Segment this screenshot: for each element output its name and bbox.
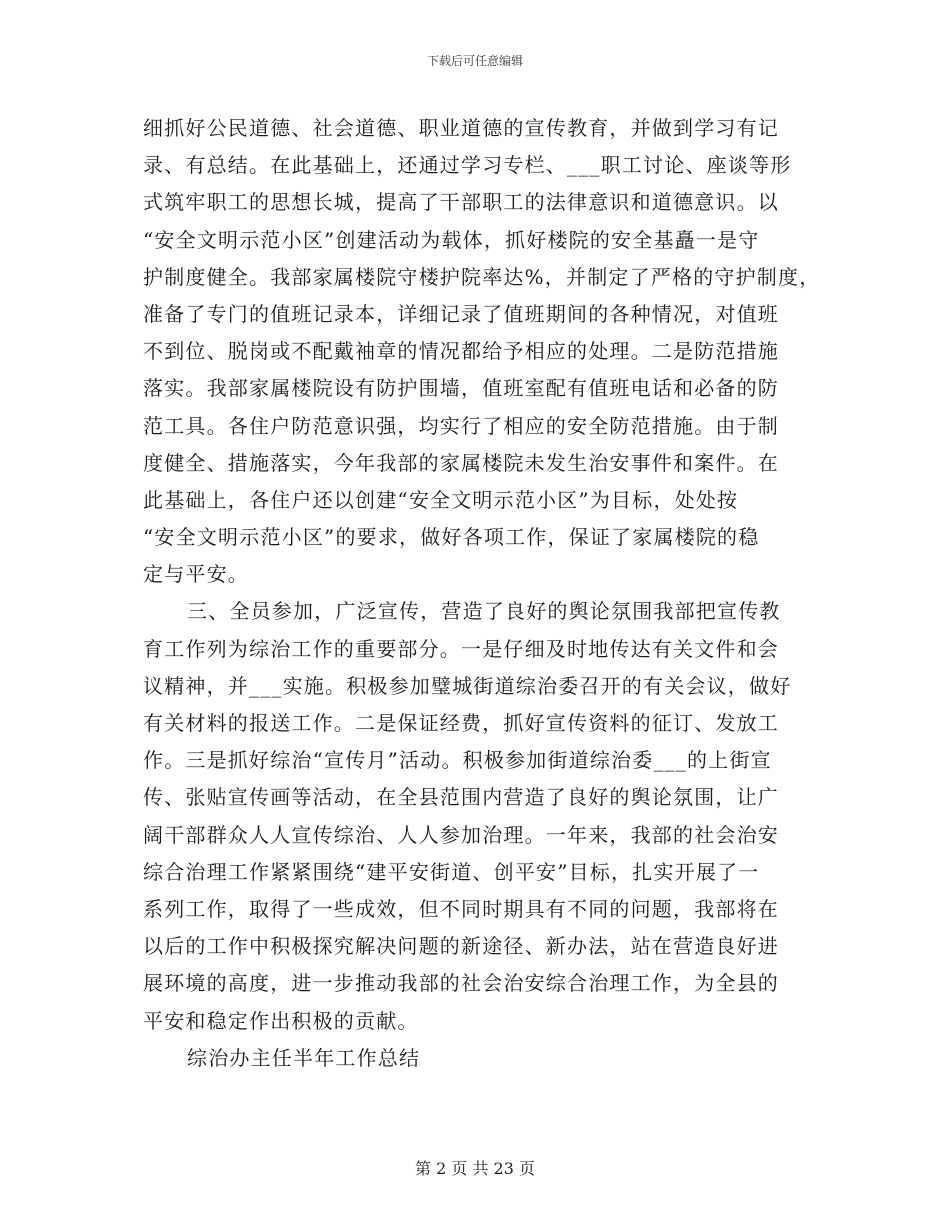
text-line: 三、全员参加，广泛宣传，营造了良好的舆论氛围我部把宣传教 <box>187 599 781 624</box>
text-line: 定与平安。 <box>143 562 249 587</box>
text-line: 落实。我部家属楼院设有防护围墙，值班室配有值班电话和必备的防 <box>143 376 779 401</box>
page-header-note: 下载后可任意编辑 <box>426 54 523 68</box>
text-line: 展环境的高度，进一步推动我部的社会治安综合治理工作，为全县的 <box>143 971 779 996</box>
text-line: 育工作列为综治工作的重要部分。一是仔细及时地传达有关文件和会 <box>143 636 779 661</box>
text-line: “安全文明示范小区”的要求，做好各项工作，保证了家属楼院的稳 <box>143 525 760 550</box>
text-line: 度健全、措施落实，今年我部的家属楼院未发生治安事件和案件。在 <box>143 450 779 475</box>
text-line: 系列工作，取得了一些成效，但不同时期具有不同的问题，我部将在 <box>143 896 779 921</box>
text-line: 平安和稳定作出积极的贡献。 <box>143 1008 419 1033</box>
text-line: 细抓好公民道德、社会道德、职业道德的宣传教育，并做到学习有记 <box>143 116 779 140</box>
paragraph <box>143 110 821 593</box>
text-line: 以后的工作中积极探究解决问题的新途径、新办法，站在营造良好进 <box>143 934 779 959</box>
text-line: 范工具。各住户防范意识强，均实行了相应的安全防范措施。由于制 <box>143 413 779 438</box>
paragraph <box>143 593 815 1039</box>
text-line: “安全文明示范小区”创建活动为载体，抓好楼院的安全基矗一是守 <box>143 227 760 252</box>
text-line: 护制度健全。我部家属楼院守楼护院率达%，并制定了严格的守护制度， <box>143 264 821 289</box>
text-line: 不到位、脱岗或不配戴袖章的情况都给予相应的处理。二是防范措施 <box>143 339 779 364</box>
text-line: 式筑牢职工的思想长城，提高了干部职工的法律意识和道德意识。以 <box>143 190 779 215</box>
section-title: 综治办主任半年工作总结 <box>187 1045 421 1070</box>
text-line: 此基础上，各住户还以创建“安全文明示范小区”为目标，处处按 <box>143 487 739 512</box>
text-line: 准备了专门的值班记录本，详细记录了值班期间的各种情况，对值班 <box>143 301 779 326</box>
text-line: 综合治理工作紧紧围绕“建平安街道、创平安”目标，扎实开展了一 <box>143 859 760 884</box>
text-line: 作。三是抓好综治“宣传月”活动。积极参加街道综治委___的上街宣 <box>143 748 772 773</box>
text-line: 录、有总结。在此基础上，还通过学习专栏、___职工讨论、座谈等形 <box>143 153 792 178</box>
page-number: 第 2 页 共 23 页 <box>415 1159 535 1178</box>
document-body <box>143 110 821 1077</box>
paragraph <box>143 1040 815 1077</box>
text-line: 阔干部群众人人宣传综治、人人参加治理。一年来，我部的社会治安 <box>143 822 779 847</box>
text-line: 传、张贴宣传画等活动，在全县范围内营造了良好的舆论氛围，让广 <box>143 785 779 810</box>
text-line: 议精神，并___实施。积极参加璧城街道综治委召开的有关会议，做好 <box>143 673 792 698</box>
text-line: 有关材料的报送工作。二是保证经费，抓好宣传资料的征订、发放工 <box>143 711 779 735</box>
